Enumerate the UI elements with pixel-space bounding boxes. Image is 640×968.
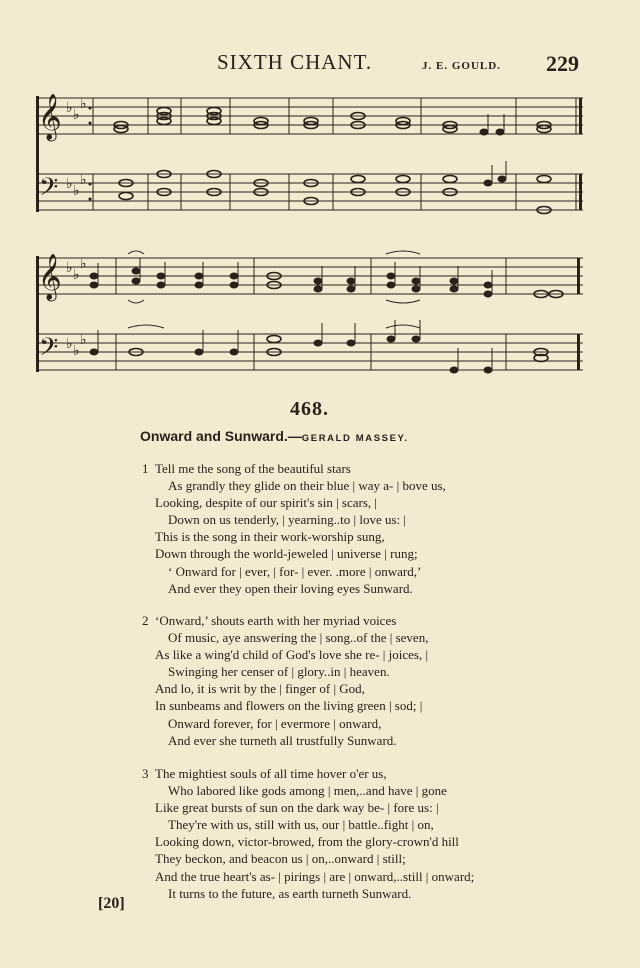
stanza-line: Swinging her censer of | glory..in | heaven. (168, 664, 390, 680)
stanza-line: Onward forever, for | evermore | onward, (168, 715, 382, 731)
hymn-number: 468. (290, 398, 329, 420)
stanza-line: They beckon, and beacon us | on,..onward | still; (155, 851, 406, 867)
svg-text:♭: ♭ (66, 261, 73, 276)
chant-title: SIXTH CHANT. (217, 50, 373, 74)
stanza-line: And lo, it is writ by the | finger of | God, (155, 681, 365, 697)
svg-text:♭: ♭ (66, 101, 73, 116)
stanza-line: Of music, aye answering the | song..of the | seven, (168, 630, 429, 646)
stanza-line: Who labored like gods among | men,..and have | gone (168, 783, 447, 799)
svg-text:♭: ♭ (66, 177, 73, 192)
music-score-system-2 (36, 248, 586, 383)
stanza-line: As like a wing'd child of God's love she re- | joices, | (155, 647, 429, 663)
stanza-line: And the true heart's as- | pirings | are | onward,..still | onward; (155, 868, 475, 884)
hymn-author: GERALD MASSEY. (301, 433, 409, 444)
stanza-line: Looking, despite of our spirit's sin | scars, | (155, 495, 378, 511)
svg-text:𝄢: 𝄢 (39, 173, 59, 208)
svg-text:♭: ♭ (66, 337, 73, 352)
stanza-2 (142, 612, 428, 749)
stanza-line: It turns to the future, as earth turneth Sunward. (168, 885, 412, 901)
svg-text:𝄞: 𝄞 (38, 254, 62, 300)
stanza-line: In sunbeams and flowers on the living green | sod; | (155, 698, 423, 714)
stanza-1 (142, 460, 446, 597)
stanza-line: ‘Onward,’ shouts earth with her myriad voices (155, 613, 397, 628)
stanza-line: And ever they open their loving eyes Sunward. (168, 580, 413, 596)
svg-text:𝄢: 𝄢 (39, 333, 59, 368)
svg-text:♭: ♭ (80, 97, 87, 112)
stanza-line: And ever she turneth all trustfully Sunward. (168, 732, 397, 748)
stanza-line: They're with us, still with us, our | battle..fight | on, (168, 817, 434, 833)
hymn-title: Onward and Sunward.— (140, 428, 302, 444)
stanza-number: 2 (142, 613, 149, 628)
stanza-line: Down on us tenderly, | yearning..to | love us: | (168, 512, 407, 528)
stanza-line: This is the song in their work-worship sung, (155, 529, 385, 545)
page-number: 229 (546, 51, 579, 76)
stanza-line: Tell me the song of the beautiful stars (155, 461, 351, 476)
stanza-line: ‘ Onward for | ever, | for- | ever. .more | onward,’ (168, 563, 422, 579)
svg-text:♭: ♭ (80, 333, 87, 348)
stanza-line: The mightiest souls of all time hover o'er us, (155, 766, 387, 781)
stanza-line: Like great bursts of sun on the dark way be- | fore us: | (155, 800, 439, 816)
svg-text:♭: ♭ (73, 344, 80, 359)
svg-text:♭: ♭ (73, 108, 80, 123)
signature-mark: [20] (98, 895, 125, 912)
svg-text:♭: ♭ (80, 257, 87, 272)
stanza-number: 1 (142, 461, 149, 476)
svg-text:𝄞: 𝄞 (38, 94, 62, 140)
hymn-title-line (140, 428, 409, 444)
composer-name: J. E. GOULD. (422, 60, 501, 72)
stanza-number: 3 (142, 766, 149, 781)
stanza-3 (142, 765, 474, 902)
stanza-line: As grandly they glide on their blue | way a- | bove us, (168, 478, 446, 494)
svg-text:♭: ♭ (73, 184, 80, 199)
svg-text:♭: ♭ (80, 173, 87, 188)
music-score-system-1 (36, 88, 586, 223)
svg-text:♭: ♭ (73, 268, 80, 283)
stanza-line: Looking down, victor-browed, from the glory-crown'd hill (155, 834, 459, 850)
stanza-line: Down through the world-jeweled | universe | rung; (155, 546, 418, 562)
